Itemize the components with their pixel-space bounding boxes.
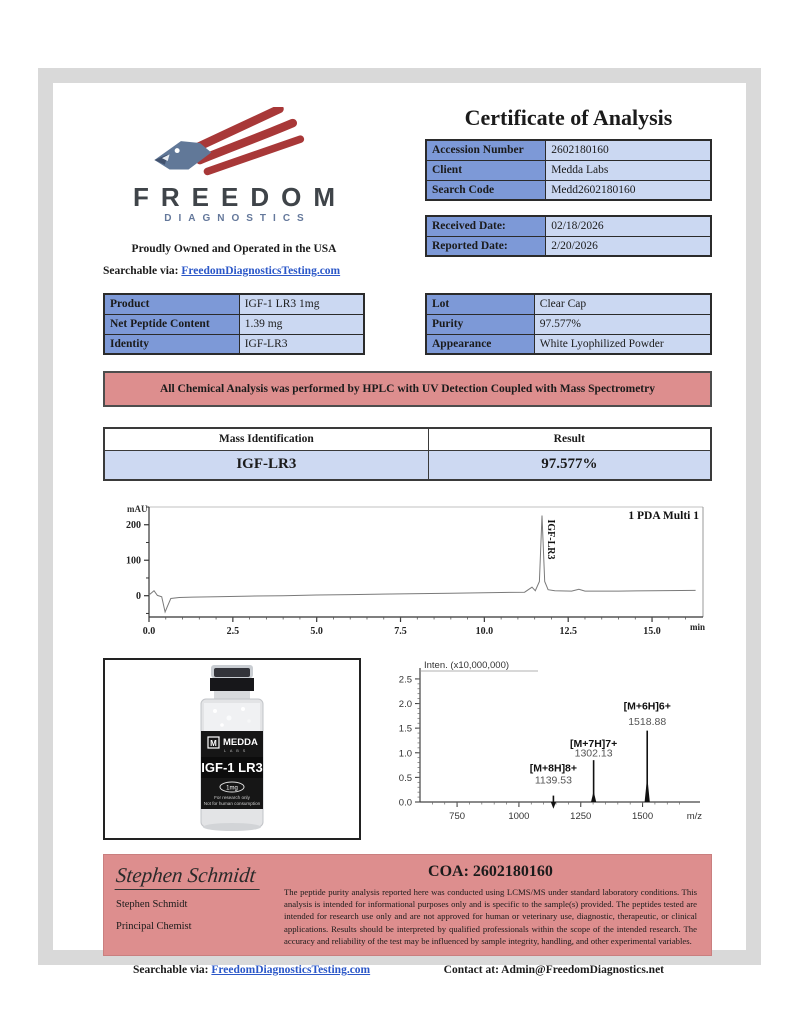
y-tick-label: 2.5 bbox=[398, 674, 412, 686]
x-tick-label: 1250 bbox=[570, 811, 592, 822]
table-row bbox=[426, 180, 711, 200]
footer-searchable-label: Searchable via: bbox=[133, 963, 209, 976]
x-tick-label: 2.5 bbox=[226, 626, 240, 637]
x-tick-label: 7.5 bbox=[394, 626, 407, 637]
mass-spectrum bbox=[380, 658, 712, 837]
table-row bbox=[426, 216, 711, 236]
svg-text:For research only: For research only bbox=[214, 795, 250, 800]
received-date-value: 02/18/2026 bbox=[546, 216, 711, 236]
logo-brand-text: FREEDOM bbox=[133, 182, 347, 212]
disclaimer-block bbox=[284, 863, 697, 947]
peak-mz-label: 1518.88 bbox=[628, 716, 667, 729]
y-tick-label: 0.5 bbox=[398, 772, 412, 784]
page-title: Certificate of Analysis bbox=[464, 105, 673, 130]
y-tick-label: 200 bbox=[126, 520, 141, 532]
peak-annotation: IGF-LR3 bbox=[545, 519, 557, 560]
lot-value: Clear Cap bbox=[534, 294, 711, 314]
client-value: Medda Labs bbox=[546, 160, 711, 180]
result-header: Result bbox=[428, 428, 711, 450]
dates-table bbox=[425, 215, 712, 257]
table-row bbox=[104, 334, 364, 354]
x-tick-label: 0.0 bbox=[142, 626, 156, 637]
proudly-owned-text: Proudly Owned and Operated in the USA bbox=[131, 243, 337, 255]
table-row bbox=[104, 294, 364, 314]
peak-mz-label: 1302.13 bbox=[574, 747, 613, 760]
table-row bbox=[104, 450, 711, 480]
signer-name: Stephen Schmidt bbox=[116, 899, 188, 910]
x-tick-label: 750 bbox=[449, 811, 466, 822]
product-label: Product bbox=[104, 294, 239, 314]
search-code-value: Medd2602180160 bbox=[546, 180, 711, 200]
certificate-body bbox=[53, 83, 746, 976]
table-row bbox=[104, 314, 364, 334]
header-left-column bbox=[103, 105, 365, 355]
purity-value: 97.577% bbox=[534, 314, 711, 334]
y-axis-title: Inten. (x10,000,000) bbox=[424, 660, 510, 671]
chromatogram-trace bbox=[149, 516, 696, 613]
accession-number-label: Accession Number bbox=[426, 140, 546, 160]
peak-charge-label: [M+7H]7+ bbox=[569, 737, 618, 750]
table-row bbox=[426, 160, 711, 180]
table-row bbox=[426, 334, 711, 354]
client-label: Client bbox=[426, 160, 546, 180]
y-tick-label: 0.0 bbox=[398, 797, 412, 809]
x-tick-label: 12.5 bbox=[559, 626, 577, 637]
y-tick-label: 1.5 bbox=[398, 723, 412, 735]
company-logo bbox=[103, 105, 365, 233]
appearance-value: White Lyophilized Powder bbox=[534, 334, 711, 354]
peak-mz-label: 1139.53 bbox=[534, 774, 573, 787]
footer bbox=[103, 964, 712, 976]
result-value: 97.577% bbox=[428, 450, 711, 480]
disclaimer-text: The peptide purity analysis reported here was conducted using LCMS/MS under standard laboratory conditions. This analysis is intended for informational purposes only and is specific to the sample(s) provided. The peptides tested are intended for research use only and are not approved for human or veterinary use, diagnostic, therapeutic, or clinical applications. Results should be interpreted by qualified professionals within the scope of the intended research. The accuracy and reliability of the test may be influenced by sample integrity, handling, and other experimental variables. bbox=[284, 887, 697, 946]
mass-identification-table bbox=[103, 427, 712, 481]
page-frame bbox=[38, 68, 761, 976]
mass-id-header: Mass Identification bbox=[104, 428, 428, 450]
mass-spectrum-chart bbox=[380, 658, 712, 832]
x-tick-label: 5.0 bbox=[310, 626, 323, 637]
product-table bbox=[103, 293, 365, 355]
table-row bbox=[426, 140, 711, 160]
eagle-flag-logo-icon bbox=[139, 107, 329, 179]
signer-role: Principal Chemist bbox=[116, 921, 192, 932]
hplc-chromatogram bbox=[103, 499, 712, 644]
svg-text:L A B S: L A B S bbox=[224, 749, 247, 753]
table-row bbox=[426, 314, 711, 334]
y-tick-label: 0 bbox=[136, 591, 141, 603]
received-date-label: Received Date: bbox=[426, 216, 546, 236]
bottom-row bbox=[103, 658, 712, 840]
table-row bbox=[426, 236, 711, 256]
coa-number-heading: COA: 2602180160 bbox=[428, 863, 553, 880]
analysis-method-banner: All Chemical Analysis was performed by HPLC with UV Detection Coupled with Mass Spectrometry bbox=[103, 371, 712, 407]
svg-text:MEDDA: MEDDA bbox=[223, 737, 258, 748]
appearance-label: Appearance bbox=[426, 334, 534, 354]
identity-value: IGF-LR3 bbox=[239, 334, 364, 354]
y-tick-label: 1.0 bbox=[398, 748, 412, 760]
accession-number-value: 2602180160 bbox=[546, 140, 711, 160]
x-axis-unit: m/z bbox=[686, 811, 702, 822]
table-header-row bbox=[104, 428, 711, 450]
product-vial-photo bbox=[103, 658, 361, 840]
accession-table bbox=[425, 139, 712, 201]
detector-label: 1 PDA Multi 1 bbox=[628, 510, 699, 522]
svg-text:M: M bbox=[210, 739, 217, 748]
vial-illustration-icon bbox=[176, 663, 288, 835]
peak-charge-label: [M+6H]6+ bbox=[623, 700, 671, 713]
x-tick-label: 10.0 bbox=[475, 626, 494, 637]
lot-label: Lot bbox=[426, 294, 534, 314]
identity-label: Identity bbox=[104, 334, 239, 354]
y-tick-label: 100 bbox=[126, 555, 141, 567]
search-code-label: Search Code bbox=[426, 180, 546, 200]
x-tick-label: 15.0 bbox=[643, 626, 661, 637]
signature-block bbox=[116, 863, 284, 947]
signature-disclaimer-box bbox=[103, 854, 712, 956]
logo-sub-text: DIAGNOSTICS bbox=[164, 213, 311, 224]
net-peptide-label: Net Peptide Content bbox=[104, 314, 239, 334]
svg-text:Not for human consumption: Not for human consumption bbox=[203, 801, 261, 806]
svg-text:1mg: 1mg bbox=[226, 785, 238, 792]
searchable-label: Searchable via: bbox=[103, 265, 179, 277]
reported-date-value: 2/20/2026 bbox=[546, 236, 711, 256]
footer-searchable bbox=[133, 964, 370, 976]
header bbox=[103, 105, 712, 355]
y-tick-label: 2.0 bbox=[398, 699, 412, 711]
peak-base bbox=[551, 802, 556, 809]
product-value: IGF-1 LR3 1mg bbox=[239, 294, 364, 314]
footer-searchable-link[interactable]: FreedomDiagnosticsTesting.com bbox=[211, 963, 371, 976]
footer-contact: Contact at: Admin@FreedomDiagnostics.net bbox=[443, 963, 664, 976]
lot-table bbox=[425, 293, 712, 355]
x-axis-unit: min bbox=[689, 622, 705, 632]
hplc-chart bbox=[103, 499, 712, 639]
table-row bbox=[426, 294, 711, 314]
reported-date-label: Reported Date: bbox=[426, 236, 546, 256]
x-tick-label: 1000 bbox=[508, 811, 530, 822]
x-tick-label: 1500 bbox=[631, 811, 654, 822]
mass-id-value: IGF-LR3 bbox=[104, 450, 428, 480]
searchable-link[interactable]: FreedomDiagnosticsTesting.com bbox=[181, 265, 341, 277]
purity-label: Purity bbox=[426, 314, 534, 334]
searchable-via-line bbox=[103, 265, 365, 283]
svg-text:IGF-1 LR3: IGF-1 LR3 bbox=[201, 760, 263, 775]
y-axis-unit: mAU bbox=[127, 504, 148, 514]
net-peptide-value: 1.39 mg bbox=[239, 314, 364, 334]
header-right-column bbox=[425, 105, 712, 355]
signature-script: Stephen Schmidt bbox=[115, 863, 263, 890]
peak-charge-label: [M+8H]8+ bbox=[529, 762, 578, 775]
